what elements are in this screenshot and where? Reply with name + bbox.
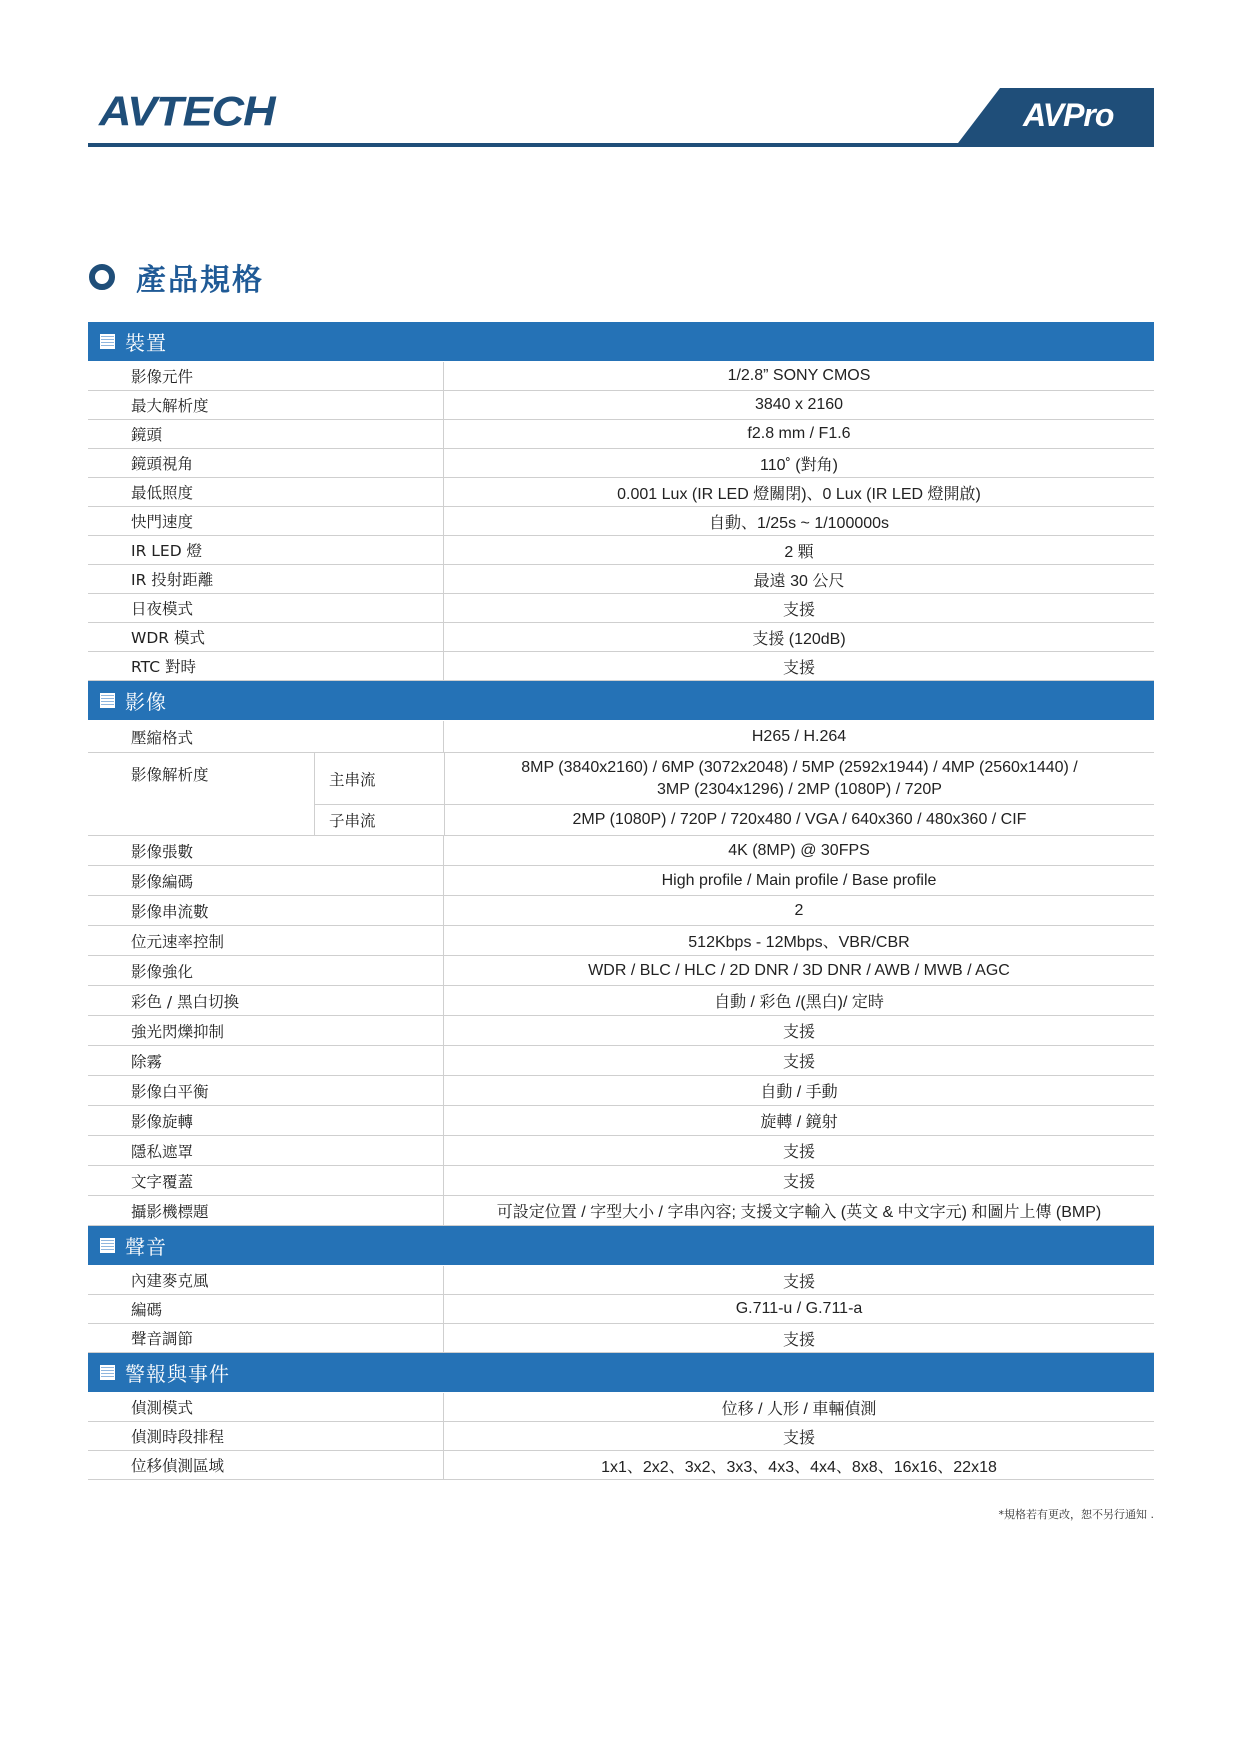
table-row [88,536,1154,565]
table-row [88,926,1154,956]
page-title: 產品規格 [136,263,264,298]
stream-labels [315,753,445,835]
table-row [88,362,1154,391]
table-row [88,420,1154,449]
row-value: 支援 [782,1024,815,1041]
row-label: 強光閃爍抑制 [88,1016,444,1045]
row-value: G.711-u / G.711-a [735,1300,863,1317]
row-value: 0.001 Lux (IR LED 燈關閉)、0 Lux (IR LED 燈開啟) [617,485,981,503]
table-row [88,956,1154,986]
row-value: 自動 / 彩色 /(黑白)/ 定時 [714,994,884,1011]
table-row [88,594,1154,623]
row-label: 影像串流數 [88,896,444,925]
row-value: 支援 [782,1331,815,1349]
row-value: 1/2.8” SONY CMOS [727,367,871,384]
row-label: 最大解析度 [88,391,444,419]
row-value: 4K (8MP) @ 30FPS [728,841,870,859]
row-label: 攝影機標題 [88,1196,444,1225]
table-row [88,623,1154,652]
row-value: 1x1、2x2、3x2、3x3、4x3、4x4、8x8、16x16、22x18 [601,1458,997,1476]
row-label: 壓縮格式 [88,721,444,752]
row-label: 位元速率控制 [88,926,444,955]
row-value: 自動、1/25s ~ 1/100000s [708,514,890,532]
row-value: 3840 x 2160 [754,396,844,413]
row-value: f2.8 mm / F1.6 [747,425,851,442]
row-label: 影像旋轉 [88,1106,444,1135]
table-row [88,1136,1154,1166]
row-label: 影像解析度 [88,753,315,835]
row-label: 影像白平衡 [88,1076,444,1105]
row-value: WDR / BLC / HLC / 2D DNR / 3D DNR / AWB / MWB / AGC [588,961,1010,979]
table-row [88,1016,1154,1046]
row-label: 除霧 [88,1046,444,1075]
row-label: IR LED 燈 [88,536,444,564]
row-label: 位移偵測區域 [88,1451,444,1479]
row-value: 支援 (120dB) [752,630,846,648]
stream-values [445,753,1154,835]
row-value: 可設定位置 / 字型大小 / 字串內容; 支援文字輸入 (英文 & 中文字元) 和圖片上傳 (BMP) [496,1204,1102,1221]
table-row [88,1393,1154,1422]
avpro-logo: AVPro [1023,97,1114,133]
row-label: 聲音調節 [88,1324,444,1352]
row-value: 支援 [782,659,815,677]
row-label: 隱私遮罩 [88,1136,444,1165]
section-header-device [88,322,1154,361]
section-header-alarm [88,1353,1154,1392]
row-value: 支援 [782,1174,815,1191]
section-title: 裝置 [125,331,167,355]
table-row [88,866,1154,896]
row-value: 110˚ (對角) [760,456,838,474]
section-header-audio [88,1226,1154,1265]
sub-stream-value: 2MP (1080P) / 720P / 720x480 / VGA / 640x360 / 480x360 / CIF [572,811,1027,828]
video-rows [88,836,1154,1226]
table-row [88,986,1154,1016]
row-label: 影像強化 [88,956,444,985]
row-label: 最低照度 [88,478,444,506]
row-label: 編碼 [88,1295,444,1323]
avtech-logo: AVTECH [99,88,275,135]
main-stream-value [445,753,1154,805]
table-row [88,1422,1154,1451]
row-label: 文字覆蓋 [88,1166,444,1195]
device-rows [88,362,1154,681]
row-value: 自動 / 手動 [760,1084,838,1101]
table-row [88,391,1154,420]
header-divider [88,143,1154,147]
row-label: 彩色 / 黑白切換 [88,986,444,1015]
row-label: 鏡頭視角 [88,449,444,477]
row-label: 影像編碼 [88,866,444,895]
circle-bullet-icon [89,264,115,290]
table-row [88,565,1154,594]
row-value: 支援 [782,601,815,619]
row-value: 支援 [782,1273,815,1291]
table-row [88,1324,1154,1353]
table-row [88,1295,1154,1324]
row-value: 最遠 30 公尺 [753,572,845,590]
row-label: WDR 模式 [88,623,444,651]
resolution-row [88,753,1154,836]
row-value: 2 顆 [784,543,814,561]
table-row [88,1106,1154,1136]
table-row [88,1196,1154,1226]
audio-rows [88,1266,1154,1353]
section-title: 影像 [125,690,167,714]
footnote: *規格若有更改，恕不另行通知 . [998,1508,1154,1521]
section-marker-icon [100,334,115,349]
row-label: 內建麥克風 [88,1266,444,1294]
row-label: 快門速度 [88,507,444,535]
section-header-video [88,681,1154,720]
table-row [88,449,1154,478]
section-marker-icon [100,693,115,708]
spec-table [88,322,1154,1480]
section-marker-icon [100,1238,115,1253]
table-row [88,1166,1154,1196]
table-row [88,507,1154,536]
row-value: 旋轉 / 鏡射 [760,1114,838,1131]
table-row [88,721,1154,753]
row-value: 支援 [782,1144,815,1161]
sub-stream-label: 子串流 [329,812,376,830]
row-value: High profile / Main profile / Base profile [661,871,937,889]
row-label: RTC 對時 [88,652,444,680]
row-value: 2 [794,901,804,919]
row-value: 支援 [782,1429,815,1447]
table-row [88,836,1154,866]
section-title: 聲音 [125,1235,167,1259]
row-label: 偵測時段排程 [88,1422,444,1450]
row-value: H265 / H.264 [751,727,847,745]
row-label: 偵測模式 [88,1393,444,1421]
row-value: 512Kbps - 12Mbps、VBR/CBR [688,934,910,951]
table-row [88,1046,1154,1076]
table-row [88,1266,1154,1295]
row-label: 影像元件 [88,362,444,390]
table-row [88,896,1154,926]
main-stream-value-line2: 3MP (2304x1296) / 2MP (1080P) / 720P [657,780,942,798]
section-marker-icon [100,1365,115,1380]
row-label: 影像張數 [88,836,444,865]
row-value: 位移 / 人形 / 車輛偵測 [721,1400,877,1418]
row-label: 鏡頭 [88,420,444,448]
alarm-rows [88,1393,1154,1480]
table-row [88,478,1154,507]
section-title: 警報與事件 [125,1362,230,1386]
main-stream-label: 主串流 [315,753,444,805]
row-label: IR 投射距離 [88,565,444,593]
row-label: 日夜模式 [88,594,444,622]
main-stream-value-line1: 8MP (3840x2160) / 6MP (3072x2048) / 5MP (2592x1944) / 4MP (2560x1440) / [521,758,1078,776]
table-row [88,1451,1154,1480]
row-value: 支援 [782,1054,815,1071]
table-row [88,1076,1154,1106]
table-row [88,652,1154,681]
